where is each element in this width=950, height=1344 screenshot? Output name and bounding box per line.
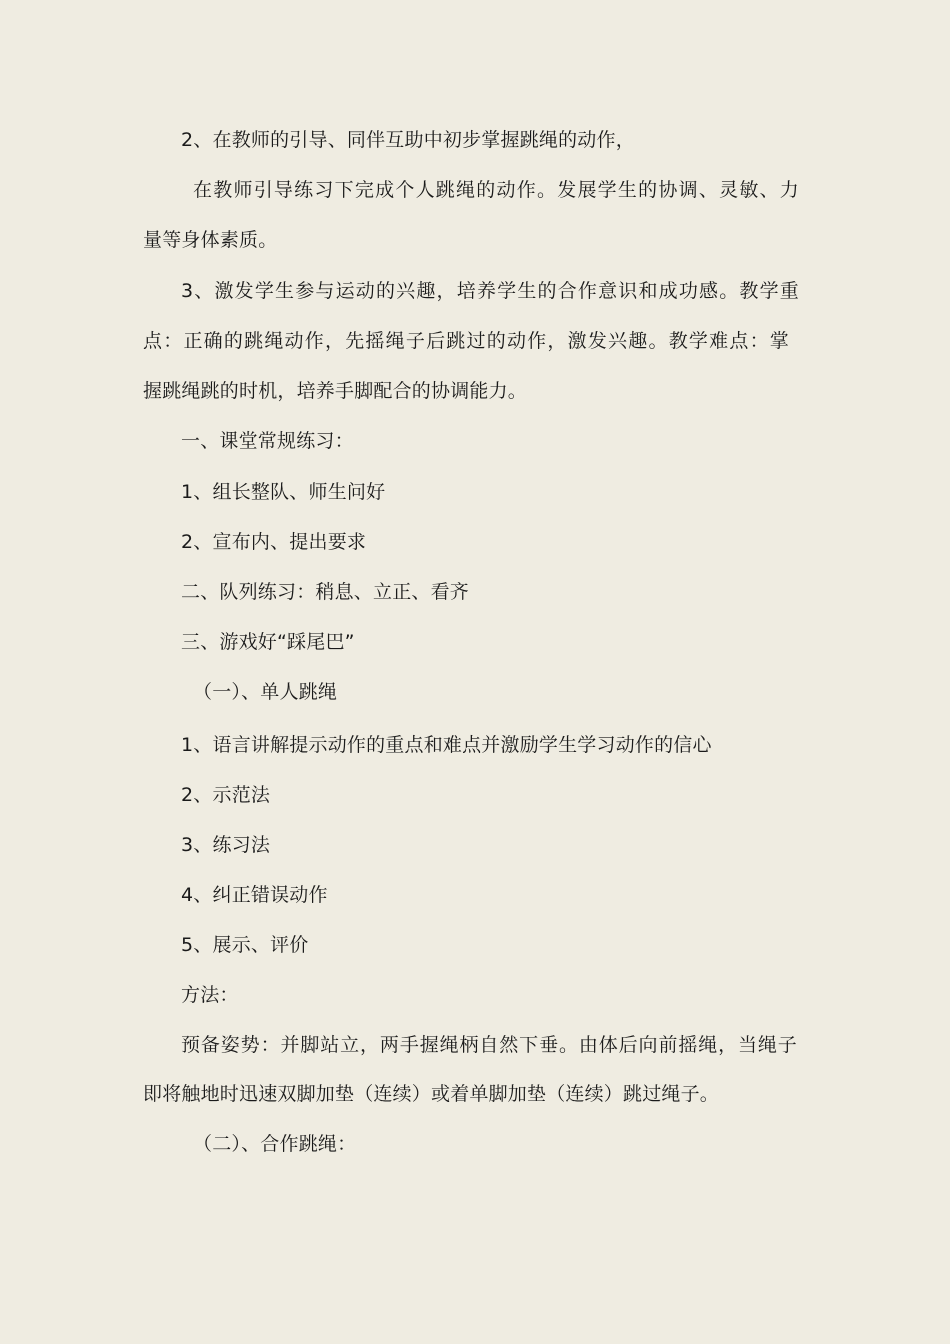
list-item: 3、练习法 bbox=[181, 834, 271, 856]
text-line-19: 预备姿势：并脚站立，两手握绳柄自然下垂。由体后向前摇绳，当绳子 bbox=[181, 1034, 797, 1056]
list-item: 1、组长整队、师生问好 bbox=[181, 481, 386, 503]
list-item: 1、语言讲解提示动作的重点和难点并激励学生学习动作的信心 bbox=[181, 734, 712, 756]
text-line-6: 握跳绳跳的时机，培养手脚配合的协调能力。 bbox=[143, 380, 528, 402]
section-heading-3: 三、游戏好“踩尾巴” bbox=[181, 631, 355, 653]
subsection-heading-1: （一）、单人跳绳 bbox=[193, 681, 338, 703]
section-heading-2: 二、队列练习：稍息、立正、看齐 bbox=[181, 581, 470, 603]
text-line-3: 量等身体素质。 bbox=[143, 229, 278, 251]
section-heading-1: 一、课堂常规练习： bbox=[181, 430, 354, 452]
subsection-heading-2: （二）、合作跳绳： bbox=[193, 1133, 357, 1155]
list-item: 5、展示、评价 bbox=[181, 934, 309, 956]
text-line-5: 点：正确的跳绳动作，先摇绳子后跳过的动作，激发兴趣。教学难点：掌 bbox=[143, 330, 789, 352]
method-label: 方法： bbox=[181, 984, 239, 1006]
text-line-4: 3、激发学生参与运动的兴趣，培养学生的合作意识和成功感。教学重 bbox=[181, 280, 799, 302]
text-line-1: 2、在教师的引导、同伴互助中初步掌握跳绳的动作， bbox=[181, 129, 635, 151]
list-item: 2、示范法 bbox=[181, 784, 271, 806]
list-item: 4、纠正错误动作 bbox=[181, 884, 328, 906]
list-item: 2、宣布内、提出要求 bbox=[181, 531, 367, 553]
text-line-2: 在教师引导练习下完成个人跳绳的动作。发展学生的协调、灵敏、力 bbox=[193, 179, 799, 201]
text-line-20: 即将触地时迅速双脚加垫（连续）或着单脚加垫（连续）跳过绳子。 bbox=[143, 1083, 720, 1105]
